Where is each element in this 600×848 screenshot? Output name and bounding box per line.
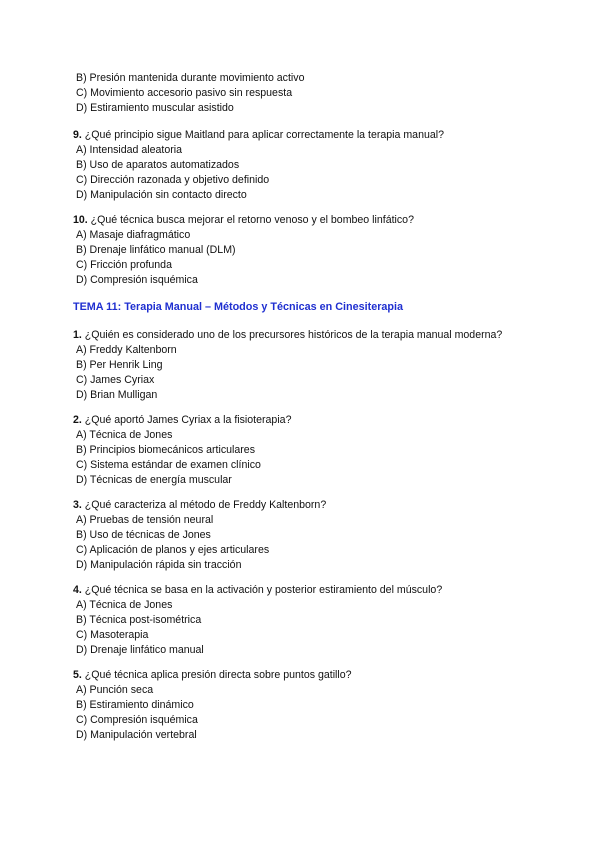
answer-option: D) Drenaje linfático manual <box>76 644 204 656</box>
answer-option: A) Pruebas de tensión neural <box>76 514 214 526</box>
answer-option: B) Presión mantenida durante movimiento activo <box>76 72 305 84</box>
question-prompt: ¿Qué técnica aplica presión directa sobre puntos gatillo? <box>81 669 352 681</box>
question-text <box>73 213 573 228</box>
answer-option: A) Intensidad aleatoria <box>76 144 183 156</box>
question-number: 5. <box>73 669 82 681</box>
answer-option: A) Técnica de Jones <box>76 599 173 611</box>
answer-option: C) Aplicación de planos y ejes articulares <box>76 544 270 556</box>
answer-option: D) Manipulación rápida sin tracción <box>76 559 242 571</box>
question-block-2 <box>73 413 573 488</box>
question-block-10 <box>73 213 573 288</box>
answer-option: A) Freddy Kaltenborn <box>76 344 177 356</box>
question-text <box>73 583 573 598</box>
answer-option: B) Técnica post-isométrica <box>76 614 202 626</box>
question-text <box>73 413 573 428</box>
answer-option: D) Brian Mulligan <box>76 389 158 401</box>
question-prompt: ¿Quién es considerado uno de los precursores históricos de la terapia manual moderna? <box>81 329 503 341</box>
answer-option: D) Manipulación vertebral <box>76 729 197 741</box>
section-heading: TEMA 11: Terapia Manual – Métodos y Técnicas en Cinesiterapia <box>73 301 404 313</box>
question-block-4 <box>73 583 573 658</box>
answer-option: C) Movimiento accesorio pasivo sin respuesta <box>76 87 293 99</box>
answer-option: D) Manipulación sin contacto directo <box>76 189 247 201</box>
question-number: 2. <box>73 414 82 426</box>
question-block-9 <box>73 128 573 203</box>
answer-option: D) Técnicas de energía muscular <box>76 474 232 486</box>
question-prompt: ¿Qué principio sigue Maitland para aplicar correctamente la terapia manual? <box>81 129 444 141</box>
question-prompt: ¿Qué técnica se basa en la activación y posterior estiramiento del músculo? <box>81 584 443 596</box>
question-block-1 <box>73 328 573 403</box>
question-block-3 <box>73 498 573 573</box>
question-prompt: ¿Qué aportó James Cyriax a la fisioterapia? <box>81 414 292 426</box>
answer-option: A) Masaje diafragmático <box>76 229 191 241</box>
answer-option: B) Estiramiento dinámico <box>76 699 194 711</box>
answer-option: A) Punción seca <box>76 684 154 696</box>
question-number: 1. <box>73 329 82 341</box>
answer-option: B) Drenaje linfático manual (DLM) <box>76 244 236 256</box>
answer-option: B) Uso de aparatos automatizados <box>76 159 240 171</box>
answer-option: B) Principios biomecánicos articulares <box>76 444 255 456</box>
question-text <box>73 668 573 683</box>
question-number: 3. <box>73 499 82 511</box>
answer-option: D) Estiramiento muscular asistido <box>76 102 234 114</box>
carryover-options <box>73 71 573 116</box>
answer-option: C) Fricción profunda <box>76 259 172 271</box>
answer-option: C) Masoterapia <box>76 629 149 641</box>
question-prompt: ¿Qué técnica busca mejorar el retorno venoso y el bombeo linfático? <box>87 214 414 226</box>
question-text <box>73 498 573 513</box>
answer-option: B) Per Henrik Ling <box>76 359 163 371</box>
question-text <box>73 128 573 143</box>
question-prompt: ¿Qué caracteriza al método de Freddy Kaltenborn? <box>81 499 327 511</box>
answer-option: C) Compresión isquémica <box>76 714 198 726</box>
answer-option: B) Uso de técnicas de Jones <box>76 529 211 541</box>
answer-option: A) Técnica de Jones <box>76 429 173 441</box>
answer-option: D) Compresión isquémica <box>76 274 198 286</box>
answer-option: C) James Cyriax <box>76 374 155 386</box>
question-block-5 <box>73 668 573 743</box>
answer-option: C) Sistema estándar de examen clínico <box>76 459 261 471</box>
question-number: 9. <box>73 129 82 141</box>
question-number: 10. <box>73 214 88 226</box>
answer-option: C) Dirección razonada y objetivo definido <box>76 174 270 186</box>
question-number: 4. <box>73 584 82 596</box>
question-text <box>73 328 573 343</box>
